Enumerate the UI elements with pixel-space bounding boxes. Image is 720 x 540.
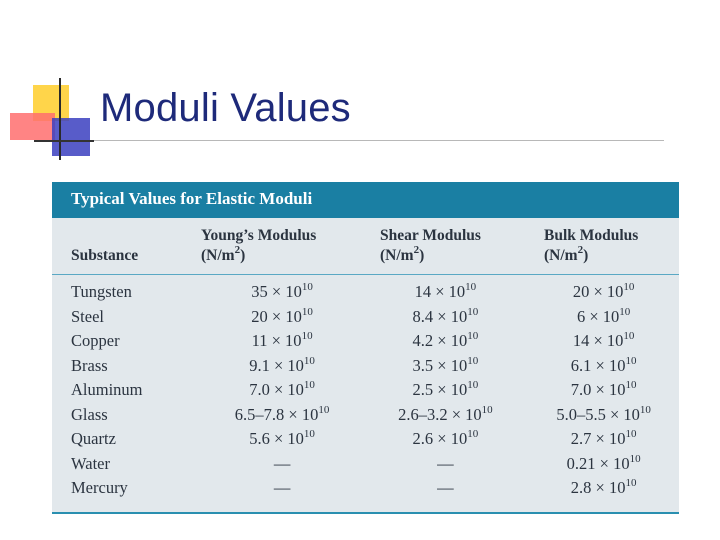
table-row xyxy=(52,354,679,379)
table-row xyxy=(52,280,679,305)
cell-youngs-modulus: $7.0 \times 10^{10}$ xyxy=(249,379,315,400)
cell-youngs-modulus: $20 \times 10^{10}$ xyxy=(251,305,313,326)
cell-shear-modulus: $8.4 \times 10^{10}$ xyxy=(412,305,479,326)
column-header-bulk xyxy=(544,226,638,266)
cell-substance: Brass xyxy=(71,355,108,375)
cell-substance: Mercury xyxy=(71,478,128,498)
column-header-shear-unit: $(N/m^2)$ xyxy=(380,244,425,264)
slide-logo-decoration xyxy=(0,0,110,170)
cell-bulk-modulus: $5.0-5.5 \times 10^{10}$ xyxy=(556,403,651,424)
moduli-data-table xyxy=(52,280,679,501)
logo-vertical-line xyxy=(59,78,61,160)
moduli-table-panel xyxy=(52,182,679,514)
column-header-bulk-label: Bulk Modulus xyxy=(544,227,639,244)
cell-bulk-modulus: $7.0 \times 10^{10}$ xyxy=(570,379,637,400)
cell-substance: Steel xyxy=(71,306,104,326)
slide-title: Moduli Values xyxy=(100,86,351,130)
table-row xyxy=(52,452,679,477)
cell-youngs-modulus: — xyxy=(273,453,291,473)
cell-shear-modulus: $14 \times 10^{10}$ xyxy=(414,281,477,302)
cell-youngs-modulus: $9.1 \times 10^{10}$ xyxy=(249,354,315,375)
cell-substance: Glass xyxy=(71,404,108,424)
cell-bulk-modulus: $2.7 \times 10^{10}$ xyxy=(570,428,637,449)
header-separator xyxy=(52,274,679,275)
cell-substance: Quartz xyxy=(71,429,116,449)
cell-bulk-modulus: $20 \times 10^{10}$ xyxy=(572,281,635,302)
cell-shear-modulus: $2.6-3.2 \times 10^{10}$ xyxy=(398,403,493,424)
cell-bulk-modulus: $2.8 \times 10^{10}$ xyxy=(570,477,637,498)
cell-bulk-modulus: $0.21 \times 10^{10}$ xyxy=(566,452,641,473)
title-underline xyxy=(34,140,664,141)
column-header-substance xyxy=(71,246,138,266)
column-header-substance-label: Substance xyxy=(71,247,139,264)
cell-shear-modulus: — xyxy=(437,478,454,498)
cell-substance: Water xyxy=(71,453,110,473)
cell-bulk-modulus: $6 \times 10^{10}$ xyxy=(576,305,631,326)
title-underline-accent xyxy=(34,140,94,142)
cell-shear-modulus: $2.6 \times 10^{10}$ xyxy=(412,428,479,449)
table-row xyxy=(52,305,679,330)
table-body xyxy=(52,280,679,501)
logo-red-square xyxy=(10,113,55,140)
cell-youngs-modulus: $5.6 \times 10^{10}$ xyxy=(249,428,315,449)
cell-substance: Copper xyxy=(71,331,120,351)
column-header-youngs xyxy=(201,226,316,266)
column-header-shear xyxy=(380,226,481,266)
cell-bulk-modulus: $14 \times 10^{10}$ xyxy=(572,330,635,351)
column-header-youngs-unit: $(N/m^2)$ xyxy=(201,244,246,264)
cell-substance: Aluminum xyxy=(71,380,143,400)
cell-shear-modulus: $2.5 \times 10^{10}$ xyxy=(412,379,479,400)
cell-youngs-modulus: — xyxy=(273,478,291,498)
cell-youngs-modulus: $35 \times 10^{10}$ xyxy=(251,281,313,302)
table-caption: Typical Values for Elastic Moduli xyxy=(52,182,679,218)
cell-youngs-modulus: $11 \times 10^{10}$ xyxy=(251,330,313,351)
cell-bulk-modulus: $6.1 \times 10^{10}$ xyxy=(570,354,637,375)
table-row xyxy=(52,403,679,428)
cell-shear-modulus: $4.2 \times 10^{10}$ xyxy=(412,330,479,351)
column-header-bulk-unit: $(N/m^2)$ xyxy=(544,244,589,264)
column-header-youngs-label: Young’s Modulus xyxy=(201,227,317,244)
cell-substance: Tungsten xyxy=(71,282,132,302)
table-row xyxy=(52,378,679,403)
table-row xyxy=(52,427,679,452)
cell-shear-modulus: $3.5 \times 10^{10}$ xyxy=(412,354,479,375)
cell-youngs-modulus: $6.5-7.8 \times 10^{10}$ xyxy=(234,403,330,424)
column-header-shear-label: Shear Modulus xyxy=(380,227,481,244)
logo-blue-square xyxy=(52,118,90,156)
table-row xyxy=(52,476,679,501)
table-row xyxy=(52,329,679,354)
cell-shear-modulus: — xyxy=(437,453,454,473)
